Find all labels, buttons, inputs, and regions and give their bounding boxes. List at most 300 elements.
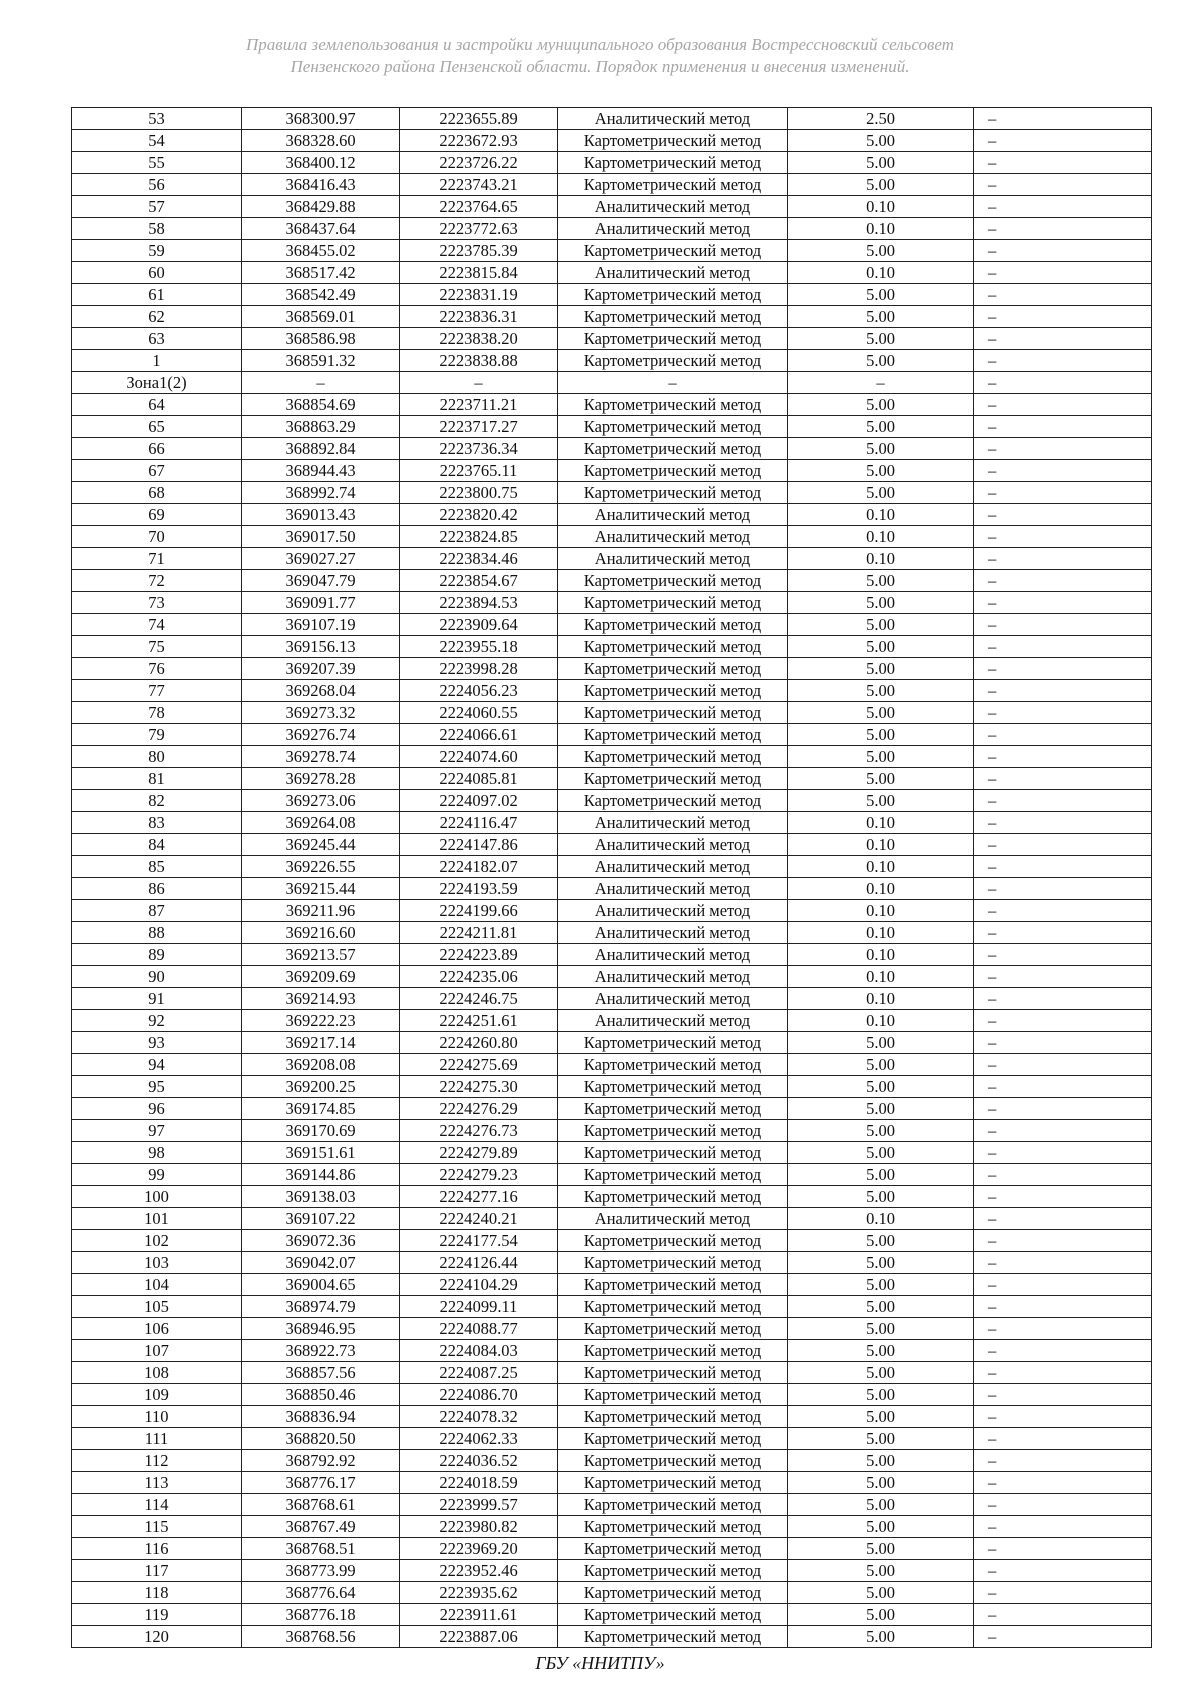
accuracy-cell: 5.00 <box>788 1164 974 1186</box>
table-row <box>72 1164 1152 1186</box>
method-cell: Картометрический метод <box>558 768 788 790</box>
x-coordinate-cell: 369278.74 <box>242 746 400 768</box>
accuracy-cell: 5.00 <box>788 394 974 416</box>
y-coordinate-cell: 2223800.75 <box>400 482 558 504</box>
method-cell: Картометрический метод <box>558 614 788 636</box>
accuracy-cell: 0.10 <box>788 504 974 526</box>
note-cell: – <box>974 548 1152 570</box>
x-coordinate-cell: 368455.02 <box>242 240 400 262</box>
page-header <box>0 34 1200 78</box>
x-coordinate-cell: 369091.77 <box>242 592 400 614</box>
point-number-cell: 91 <box>72 988 242 1010</box>
table-row <box>72 482 1152 504</box>
y-coordinate-cell: 2224060.55 <box>400 702 558 724</box>
note-cell: – <box>974 1450 1152 1472</box>
method-cell: Аналитический метод <box>558 812 788 834</box>
accuracy-cell: 0.10 <box>788 526 974 548</box>
y-coordinate-cell: 2224084.03 <box>400 1340 558 1362</box>
point-number-cell: 67 <box>72 460 242 482</box>
note-cell: – <box>974 1186 1152 1208</box>
note-cell: – <box>974 1472 1152 1494</box>
table-row <box>72 328 1152 350</box>
table-row <box>72 592 1152 614</box>
point-number-cell: 105 <box>72 1296 242 1318</box>
note-cell: – <box>974 460 1152 482</box>
table-row <box>72 1208 1152 1230</box>
method-cell: Аналитический метод <box>558 526 788 548</box>
method-cell: Картометрический метод <box>558 1054 788 1076</box>
table-row <box>72 878 1152 900</box>
y-coordinate-cell: 2223726.22 <box>400 152 558 174</box>
method-cell: Аналитический метод <box>558 834 788 856</box>
note-cell: – <box>974 504 1152 526</box>
accuracy-cell: 0.10 <box>788 1208 974 1230</box>
point-number-cell: 118 <box>72 1582 242 1604</box>
method-cell: Картометрический метод <box>558 1494 788 1516</box>
point-number-cell: 77 <box>72 680 242 702</box>
method-cell: Картометрический метод <box>558 416 788 438</box>
accuracy-cell: 5.00 <box>788 1472 974 1494</box>
accuracy-cell: 5.00 <box>788 1538 974 1560</box>
point-number-cell: 66 <box>72 438 242 460</box>
y-coordinate-cell: 2224056.23 <box>400 680 558 702</box>
method-cell: Картометрический метод <box>558 482 788 504</box>
x-coordinate-cell: 368922.73 <box>242 1340 400 1362</box>
table-row <box>72 108 1152 130</box>
y-coordinate-cell: 2224018.59 <box>400 1472 558 1494</box>
y-coordinate-cell: 2224126.44 <box>400 1252 558 1274</box>
x-coordinate-cell: 368854.69 <box>242 394 400 416</box>
x-coordinate-cell: 369042.07 <box>242 1252 400 1274</box>
accuracy-cell: 5.00 <box>788 724 974 746</box>
coordinates-table-body <box>72 108 1152 1648</box>
x-coordinate-cell: 368400.12 <box>242 152 400 174</box>
y-coordinate-cell: 2224223.89 <box>400 944 558 966</box>
x-coordinate-cell: 368776.64 <box>242 1582 400 1604</box>
note-cell: – <box>974 240 1152 262</box>
x-coordinate-cell: 369213.57 <box>242 944 400 966</box>
accuracy-cell: 5.00 <box>788 768 974 790</box>
accuracy-cell: 5.00 <box>788 438 974 460</box>
note-cell: – <box>974 1230 1152 1252</box>
point-number-cell: 59 <box>72 240 242 262</box>
note-cell: – <box>974 1208 1152 1230</box>
note-cell: – <box>974 1516 1152 1538</box>
accuracy-cell: 5.00 <box>788 1582 974 1604</box>
point-number-cell: 86 <box>72 878 242 900</box>
note-cell: – <box>974 284 1152 306</box>
method-cell: Аналитический метод <box>558 944 788 966</box>
point-number-cell: 97 <box>72 1120 242 1142</box>
point-number-cell: 74 <box>72 614 242 636</box>
point-number-cell: 112 <box>72 1450 242 1472</box>
point-number-cell: 72 <box>72 570 242 592</box>
accuracy-cell: 5.00 <box>788 1142 974 1164</box>
y-coordinate-cell: 2224147.86 <box>400 834 558 856</box>
note-cell: – <box>974 1098 1152 1120</box>
table-row <box>72 1032 1152 1054</box>
accuracy-cell: 0.10 <box>788 922 974 944</box>
method-cell: Аналитический метод <box>558 900 788 922</box>
table-row <box>72 262 1152 284</box>
method-cell: Аналитический метод <box>558 988 788 1010</box>
accuracy-cell: 5.00 <box>788 174 974 196</box>
method-cell: Картометрический метод <box>558 1604 788 1626</box>
x-coordinate-cell: 369216.60 <box>242 922 400 944</box>
method-cell: Аналитический метод <box>558 856 788 878</box>
accuracy-cell: 5.00 <box>788 1274 974 1296</box>
accuracy-cell: 5.00 <box>788 790 974 812</box>
table-row <box>72 1362 1152 1384</box>
accuracy-cell: 5.00 <box>788 1406 974 1428</box>
accuracy-cell: 5.00 <box>788 702 974 724</box>
note-cell: – <box>974 1032 1152 1054</box>
x-coordinate-cell: 368569.01 <box>242 306 400 328</box>
point-number-cell: 65 <box>72 416 242 438</box>
table-row <box>72 834 1152 856</box>
table-row <box>72 284 1152 306</box>
table-row <box>72 790 1152 812</box>
point-number-cell: 96 <box>72 1098 242 1120</box>
note-cell: – <box>974 878 1152 900</box>
method-cell: Картометрический метод <box>558 1538 788 1560</box>
y-coordinate-cell: 2224279.23 <box>400 1164 558 1186</box>
x-coordinate-cell: 369072.36 <box>242 1230 400 1252</box>
x-coordinate-cell: 368768.56 <box>242 1626 400 1648</box>
table-row <box>72 174 1152 196</box>
note-cell: – <box>974 196 1152 218</box>
method-cell: Картометрический метод <box>558 350 788 372</box>
y-coordinate-cell: 2224193.59 <box>400 878 558 900</box>
table-row <box>72 570 1152 592</box>
table-row <box>72 196 1152 218</box>
table-row <box>72 1494 1152 1516</box>
y-coordinate-cell: 2223831.19 <box>400 284 558 306</box>
x-coordinate-cell: 369209.69 <box>242 966 400 988</box>
table-row <box>72 900 1152 922</box>
note-cell: – <box>974 526 1152 548</box>
note-cell: – <box>974 174 1152 196</box>
x-coordinate-cell: 368863.29 <box>242 416 400 438</box>
table-row <box>72 1340 1152 1362</box>
x-coordinate-cell: 368857.56 <box>242 1362 400 1384</box>
table-row <box>72 372 1152 394</box>
y-coordinate-cell: 2223655.89 <box>400 108 558 130</box>
accuracy-cell: – <box>788 372 974 394</box>
table-row <box>72 1186 1152 1208</box>
y-coordinate-cell: 2224086.70 <box>400 1384 558 1406</box>
table-row <box>72 130 1152 152</box>
y-coordinate-cell: 2224182.07 <box>400 856 558 878</box>
method-cell: Картометрический метод <box>558 1450 788 1472</box>
accuracy-cell: 5.00 <box>788 1230 974 1252</box>
x-coordinate-cell: 369013.43 <box>242 504 400 526</box>
method-cell: Аналитический метод <box>558 922 788 944</box>
accuracy-cell: 5.00 <box>788 592 974 614</box>
point-number-cell: 120 <box>72 1626 242 1648</box>
point-number-cell: 89 <box>72 944 242 966</box>
accuracy-cell: 5.00 <box>788 482 974 504</box>
point-number-cell: 83 <box>72 812 242 834</box>
accuracy-cell: 0.10 <box>788 878 974 900</box>
point-number-cell: 58 <box>72 218 242 240</box>
note-cell: – <box>974 1582 1152 1604</box>
accuracy-cell: 5.00 <box>788 1318 974 1340</box>
accuracy-cell: 5.00 <box>788 328 974 350</box>
method-cell: Картометрический метод <box>558 1340 788 1362</box>
table-row <box>72 1428 1152 1450</box>
method-cell: Картометрический метод <box>558 1384 788 1406</box>
x-coordinate-cell: 369226.55 <box>242 856 400 878</box>
coordinates-table <box>71 107 1152 1648</box>
y-coordinate-cell: 2223998.28 <box>400 658 558 680</box>
x-coordinate-cell: 368892.84 <box>242 438 400 460</box>
x-coordinate-cell: 369047.79 <box>242 570 400 592</box>
accuracy-cell: 5.00 <box>788 1560 974 1582</box>
point-number-cell: 81 <box>72 768 242 790</box>
accuracy-cell: 2.50 <box>788 108 974 130</box>
y-coordinate-cell: 2224246.75 <box>400 988 558 1010</box>
x-coordinate-cell: 368768.51 <box>242 1538 400 1560</box>
y-coordinate-cell: 2224062.33 <box>400 1428 558 1450</box>
table-row <box>72 746 1152 768</box>
y-coordinate-cell: 2224116.47 <box>400 812 558 834</box>
accuracy-cell: 5.00 <box>788 130 974 152</box>
x-coordinate-cell: 369200.25 <box>242 1076 400 1098</box>
point-number-cell: 104 <box>72 1274 242 1296</box>
x-coordinate-cell: 368992.74 <box>242 482 400 504</box>
page-footer: ГБУ «ННИТПУ» <box>535 1653 665 1673</box>
note-cell: – <box>974 1054 1152 1076</box>
point-number-cell: 103 <box>72 1252 242 1274</box>
accuracy-cell: 5.00 <box>788 746 974 768</box>
y-coordinate-cell: 2224074.60 <box>400 746 558 768</box>
accuracy-cell: 0.10 <box>788 988 974 1010</box>
accuracy-cell: 5.00 <box>788 1054 974 1076</box>
method-cell: Картометрический метод <box>558 1626 788 1648</box>
note-cell: – <box>974 1362 1152 1384</box>
table-row <box>72 394 1152 416</box>
header-line-2: Пензенского района Пензенской области. Порядок применения и внесения изменений. <box>290 57 910 76</box>
point-number-cell: 102 <box>72 1230 242 1252</box>
y-coordinate-cell: 2223717.27 <box>400 416 558 438</box>
x-coordinate-cell: 369276.74 <box>242 724 400 746</box>
x-coordinate-cell: 369144.86 <box>242 1164 400 1186</box>
table-row <box>72 1604 1152 1626</box>
table-row <box>72 152 1152 174</box>
accuracy-cell: 0.10 <box>788 218 974 240</box>
table-row <box>72 1560 1152 1582</box>
y-coordinate-cell: – <box>400 372 558 394</box>
y-coordinate-cell: 2224279.89 <box>400 1142 558 1164</box>
x-coordinate-cell: 369273.06 <box>242 790 400 812</box>
table-row <box>72 1010 1152 1032</box>
x-coordinate-cell: 368944.43 <box>242 460 400 482</box>
x-coordinate-cell: 369017.50 <box>242 526 400 548</box>
point-number-cell: 115 <box>72 1516 242 1538</box>
point-number-cell: 78 <box>72 702 242 724</box>
accuracy-cell: 5.00 <box>788 570 974 592</box>
accuracy-cell: 5.00 <box>788 350 974 372</box>
y-coordinate-cell: 2223736.34 <box>400 438 558 460</box>
y-coordinate-cell: 2223887.06 <box>400 1626 558 1648</box>
table-row <box>72 460 1152 482</box>
header-line-1: Правила землепользования и застройки муниципального образования Вострессновский сельсовет <box>246 35 954 54</box>
point-number-cell: 113 <box>72 1472 242 1494</box>
accuracy-cell: 5.00 <box>788 1252 974 1274</box>
note-cell: – <box>974 130 1152 152</box>
x-coordinate-cell: 369156.13 <box>242 636 400 658</box>
accuracy-cell: 5.00 <box>788 614 974 636</box>
table-row <box>72 966 1152 988</box>
method-cell: Картометрический метод <box>558 284 788 306</box>
method-cell: Картометрический метод <box>558 1472 788 1494</box>
table-row <box>72 922 1152 944</box>
method-cell: Картометрический метод <box>558 1032 788 1054</box>
method-cell: Картометрический метод <box>558 152 788 174</box>
x-coordinate-cell: 368768.61 <box>242 1494 400 1516</box>
note-cell: – <box>974 966 1152 988</box>
accuracy-cell: 0.10 <box>788 262 974 284</box>
point-number-cell: 64 <box>72 394 242 416</box>
note-cell: – <box>974 790 1152 812</box>
method-cell: Картометрический метод <box>558 1186 788 1208</box>
x-coordinate-cell: 369170.69 <box>242 1120 400 1142</box>
method-cell: Картометрический метод <box>558 1098 788 1120</box>
y-coordinate-cell: 2224104.29 <box>400 1274 558 1296</box>
note-cell: – <box>974 1428 1152 1450</box>
method-cell: Аналитический метод <box>558 878 788 900</box>
point-number-cell: 101 <box>72 1208 242 1230</box>
point-number-cell: 111 <box>72 1428 242 1450</box>
note-cell: – <box>974 1142 1152 1164</box>
method-cell: Аналитический метод <box>558 108 788 130</box>
table-row <box>72 438 1152 460</box>
y-coordinate-cell: 2224085.81 <box>400 768 558 790</box>
y-coordinate-cell: 2224275.69 <box>400 1054 558 1076</box>
point-number-cell: 88 <box>72 922 242 944</box>
table-row <box>72 658 1152 680</box>
note-cell: – <box>974 416 1152 438</box>
y-coordinate-cell: 2223935.62 <box>400 1582 558 1604</box>
x-coordinate-cell: 368773.99 <box>242 1560 400 1582</box>
note-cell: – <box>974 834 1152 856</box>
point-number-cell: 114 <box>72 1494 242 1516</box>
method-cell: Аналитический метод <box>558 218 788 240</box>
x-coordinate-cell: 369273.32 <box>242 702 400 724</box>
y-coordinate-cell: 2223815.84 <box>400 262 558 284</box>
note-cell: – <box>974 306 1152 328</box>
x-coordinate-cell: 368820.50 <box>242 1428 400 1450</box>
x-coordinate-cell: 368776.18 <box>242 1604 400 1626</box>
method-cell: Картометрический метод <box>558 1120 788 1142</box>
method-cell: Аналитический метод <box>558 262 788 284</box>
point-number-cell: 117 <box>72 1560 242 1582</box>
x-coordinate-cell: 369264.08 <box>242 812 400 834</box>
y-coordinate-cell: 2224277.16 <box>400 1186 558 1208</box>
point-number-cell: 119 <box>72 1604 242 1626</box>
x-coordinate-cell: 368850.46 <box>242 1384 400 1406</box>
note-cell: – <box>974 680 1152 702</box>
y-coordinate-cell: 2223772.63 <box>400 218 558 240</box>
point-number-cell: 82 <box>72 790 242 812</box>
method-cell: Картометрический метод <box>558 1362 788 1384</box>
note-cell: – <box>974 1010 1152 1032</box>
table-row <box>72 944 1152 966</box>
note-cell: – <box>974 1164 1152 1186</box>
note-cell: – <box>974 1296 1152 1318</box>
y-coordinate-cell: 2223894.53 <box>400 592 558 614</box>
note-cell: – <box>974 262 1152 284</box>
x-coordinate-cell: 368328.60 <box>242 130 400 152</box>
point-number-cell: 90 <box>72 966 242 988</box>
y-coordinate-cell: 2223824.85 <box>400 526 558 548</box>
y-coordinate-cell: 2224066.61 <box>400 724 558 746</box>
note-cell: – <box>974 350 1152 372</box>
x-coordinate-cell: 369215.44 <box>242 878 400 900</box>
accuracy-cell: 0.10 <box>788 856 974 878</box>
point-number-cell: 110 <box>72 1406 242 1428</box>
x-coordinate-cell: 369138.03 <box>242 1186 400 1208</box>
note-cell: – <box>974 614 1152 636</box>
method-cell: – <box>558 372 788 394</box>
method-cell: Картометрический метод <box>558 1230 788 1252</box>
method-cell: Картометрический метод <box>558 1142 788 1164</box>
table-row <box>72 350 1152 372</box>
note-cell: – <box>974 1076 1152 1098</box>
method-cell: Картометрический метод <box>558 636 788 658</box>
y-coordinate-cell: 2223765.11 <box>400 460 558 482</box>
y-coordinate-cell: 2224099.11 <box>400 1296 558 1318</box>
note-cell: – <box>974 328 1152 350</box>
y-coordinate-cell: 2223952.46 <box>400 1560 558 1582</box>
x-coordinate-cell: 369245.44 <box>242 834 400 856</box>
method-cell: Картометрический метод <box>558 724 788 746</box>
y-coordinate-cell: 2224275.30 <box>400 1076 558 1098</box>
method-cell: Аналитический метод <box>558 196 788 218</box>
point-number-cell: 56 <box>72 174 242 196</box>
note-cell: – <box>974 746 1152 768</box>
method-cell: Картометрический метод <box>558 1516 788 1538</box>
point-number-cell: 62 <box>72 306 242 328</box>
table-row <box>72 1252 1152 1274</box>
method-cell: Картометрический метод <box>558 394 788 416</box>
table-row <box>72 614 1152 636</box>
table-row <box>72 812 1152 834</box>
accuracy-cell: 0.10 <box>788 966 974 988</box>
x-coordinate-cell: 369211.96 <box>242 900 400 922</box>
note-cell: – <box>974 702 1152 724</box>
y-coordinate-cell: 2223764.65 <box>400 196 558 218</box>
accuracy-cell: 0.10 <box>788 900 974 922</box>
x-coordinate-cell: 368767.49 <box>242 1516 400 1538</box>
accuracy-cell: 0.10 <box>788 834 974 856</box>
x-coordinate-cell: 368429.88 <box>242 196 400 218</box>
method-cell: Аналитический метод <box>558 504 788 526</box>
point-number-cell: 69 <box>72 504 242 526</box>
y-coordinate-cell: 2224276.73 <box>400 1120 558 1142</box>
note-cell: – <box>974 1252 1152 1274</box>
table-row <box>72 1516 1152 1538</box>
x-coordinate-cell: 368946.95 <box>242 1318 400 1340</box>
y-coordinate-cell: 2223955.18 <box>400 636 558 658</box>
table-row <box>72 1120 1152 1142</box>
table-row <box>72 526 1152 548</box>
table-row <box>72 856 1152 878</box>
y-coordinate-cell: 2224177.54 <box>400 1230 558 1252</box>
point-number-cell: 84 <box>72 834 242 856</box>
point-number-cell: 55 <box>72 152 242 174</box>
